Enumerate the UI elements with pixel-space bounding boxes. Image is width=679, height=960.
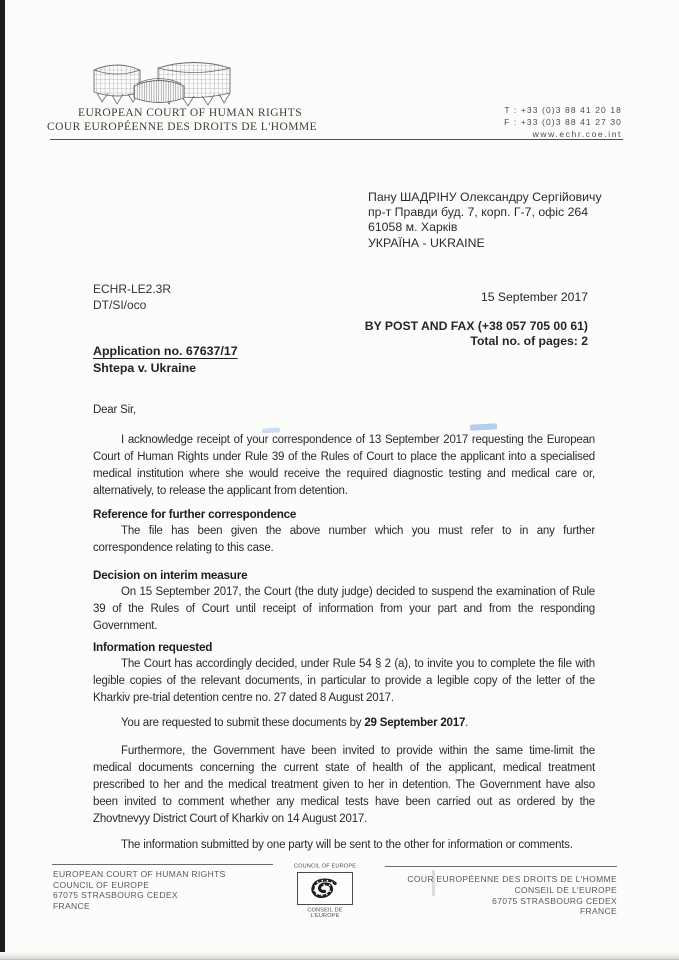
footer-postcode-en: 67075 STRASBOURG CEDEX [53,890,178,901]
heading-information-requested: Information requested [93,641,213,654]
reference-codes [93,282,171,313]
org-name-french: COUR EUROPÉENNE DES DROITS DE L'HOMME [47,121,318,133]
paragraph-acknowledgement: I acknowledge receipt of your correspondence of 13 September 2017 requesting the European Court of Human Rights under Rule 39 of the Rules of Court to place the applicant into a specialised medical institution where she would receive the required diagnostic testing and medical care or, alternatively, to release the applicant from detention. [93,434,595,497]
deadline-date: 29 September 2017 [364,717,466,729]
footer-address-en [53,869,226,911]
paragraph-government: Furthermore, the Government have been invited to provide within the same time-limit the medical documents concerning the current state of health of the applicant, medical treatment prescribed to her and the medical treatment given to her in detention. The Government have also been invited to comment whether any medical tests have been carried out as ordered by the Zhovtnevyy District Court of Kharkiv on 14 August 2017. [93,745,595,825]
footer-address-fr [407,874,617,917]
council-of-europe-logo [297,872,353,905]
footer-divider-left [52,864,273,865]
org-name-english: EUROPEAN COURT OF HUMAN RIGHTS [78,107,303,119]
website-url: www.echr.coe.int [532,129,622,139]
phone-number: T : +33 (0)3 88 41 20 18 [504,105,622,115]
scan-edge-left [0,0,5,960]
footer-divider-right [385,866,617,867]
council-of-europe-seal [285,863,365,920]
letter-date: 15 September 2017 [480,290,588,304]
salutation: Dear Sir, [93,404,136,416]
recipient-address [368,190,602,251]
paragraph-decision: On 15 September 2017, the Court (the duty judge) decided to suspend the examination of Rule 39 of the Rules of Court until receipt of information from your part and from the responding Government. [93,586,595,632]
reference-code-2: DT/SI/oco [93,297,147,312]
footer-council-en: COUNCIL OF EUROPE [53,879,150,890]
deadline-period: . [465,717,469,729]
deadline-text: You are requested to submit these documents by [121,717,365,729]
scan-edge-bottom [0,952,679,960]
recipient-city: 61058 м. Харків [368,220,458,235]
application-number: Application no. 67637/17 [93,344,238,358]
footer-council-fr: CONSEIL DE L'EUROPE [514,884,617,895]
heading-interim-measure: Decision on interim measure [93,569,248,582]
paragraph-exchange: The information submitted by one party will be sent to the other for information or comments. [121,839,573,851]
paragraph-rule-54: The Court has accordingly decided, under Rule 54 § 2 (a), to invite you to complete the file with legible copies of the relevant documents, in particular to provide a legible copy of the letter of the Kharkiv pre-trial detention centre no. 27 dated 8 August 2017. [93,658,595,704]
page-count: Total no. of pages: 2 [470,334,588,348]
paragraph-deadline [93,715,595,732]
scan-smudge [432,870,435,896]
recipient-country: УКРАЇНА - UKRAINE [368,235,485,250]
paragraph-file-number: The file has been given the above number which you must refer to in any further correspondence relating to this case. [93,525,595,554]
recipient-name: Пану ШАДРІНУ Олександру Сергійовичу [368,190,602,204]
recipient-street: пр-т Правди буд. 7, корп. Г-7, офіс 264 [368,205,589,220]
fax-number: F : +33 (0)3 88 41 27 30 [504,117,622,127]
footer-country-fr: FRANCE [579,906,617,917]
coe-label-en: COUNCIL OF EUROPE [293,863,357,870]
coe-label-fr: CONSEIL DE L'EUROPE [307,907,343,919]
footer-org-fr: COUR EUROPÉENNE DES DROITS DE L'HOMME [407,874,617,884]
heading-reference: Reference for further correspondence [93,508,297,521]
delivery-method: BY POST AND FAX (+38 057 705 00 61) [364,318,588,333]
footer-country-en: FRANCE [53,900,91,911]
letter-body [93,402,595,854]
footer-org-en: EUROPEAN COURT OF HUMAN RIGHTS [53,869,226,879]
reference-code-1: ECHR-LE2.3R [93,282,172,296]
case-name: Shtepa v. Ukraine [93,360,197,375]
footer-postcode-fr: 67075 STRASBOURG CEDEX [492,895,617,906]
